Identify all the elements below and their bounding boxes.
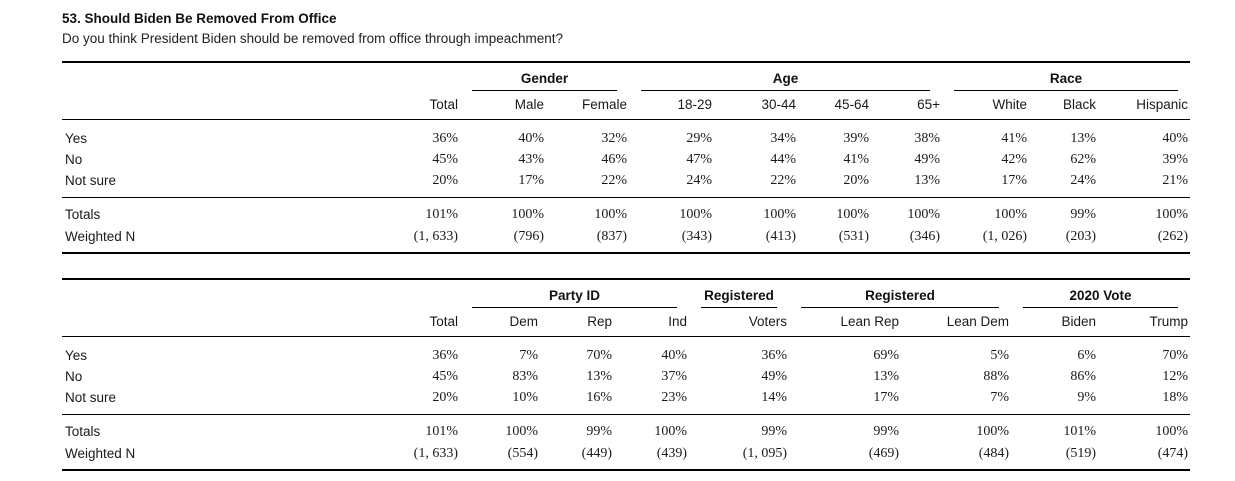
data-cell: (449) <box>581 446 612 461</box>
data-cell: 40% <box>1162 131 1189 146</box>
data-cell: 20% <box>843 173 870 188</box>
data-cell: (343) <box>681 229 713 244</box>
data-cell: 99% <box>540 415 614 444</box>
table-row <box>62 120 1190 150</box>
row-label: Not sure <box>65 173 117 188</box>
data-cell: 100% <box>629 198 714 227</box>
data-cell: 88% <box>983 369 1010 384</box>
data-cell: 100% <box>942 198 1029 227</box>
data-cell: 20% <box>432 390 458 405</box>
data-rows <box>62 337 1190 415</box>
table-row <box>62 149 1190 170</box>
data-cell: 100% <box>1098 415 1190 444</box>
data-cell: 41% <box>1001 131 1028 146</box>
data-cell: 39% <box>1162 152 1189 167</box>
data-cell: (484) <box>978 446 1010 461</box>
data-cell: 42% <box>1001 152 1028 167</box>
data-cell: 69% <box>873 348 900 363</box>
data-cell: 7% <box>519 348 538 363</box>
totals-row <box>62 198 1190 227</box>
column-header: Lean Rep <box>789 308 901 337</box>
data-cell: 101% <box>382 415 460 444</box>
data-cell: 100% <box>871 198 942 227</box>
data-cell: 47% <box>686 152 713 167</box>
data-cell: 36% <box>432 131 458 146</box>
data-cell: (554) <box>507 446 538 461</box>
column-group <box>460 279 689 308</box>
data-cell: 38% <box>914 131 941 146</box>
column-group-row <box>62 62 1190 91</box>
data-cell: 101% <box>1011 415 1098 444</box>
data-cell: (1, 026) <box>982 229 1028 244</box>
data-cell: (531) <box>838 229 870 244</box>
totals-row <box>62 415 1190 444</box>
data-cell: 99% <box>1029 198 1098 227</box>
data-cell: (413) <box>765 229 797 244</box>
data-cell: 49% <box>761 369 788 384</box>
question-subtitle: Do you think President Biden should be removed from office through impeachment? <box>62 31 564 46</box>
totals-row <box>62 226 1190 253</box>
data-cell: 23% <box>661 390 688 405</box>
data-cell: 21% <box>1162 173 1189 188</box>
row-label-column-header <box>62 308 382 337</box>
data-cell: (519) <box>1065 446 1097 461</box>
row-label: Weighted N <box>65 446 136 461</box>
column-group-label: Registered <box>801 288 999 308</box>
data-cell: 34% <box>770 131 797 146</box>
totals-row <box>62 443 1190 470</box>
row-label: Not sure <box>65 390 117 405</box>
data-cell: 29% <box>686 131 713 146</box>
row-label: No <box>65 369 83 384</box>
data-cell: 70% <box>586 348 612 363</box>
data-cell: 43% <box>518 152 544 167</box>
data-cell: 62% <box>1070 152 1097 167</box>
data-cell: (439) <box>656 446 688 461</box>
column-group-label: Race <box>954 71 1178 91</box>
column-header-row <box>62 91 1190 120</box>
column-group-label: Party ID <box>472 288 677 308</box>
crosstab-table <box>62 278 1190 471</box>
data-rows <box>62 120 1190 198</box>
data-cell: 13% <box>1070 131 1097 146</box>
data-cell: 39% <box>843 131 870 146</box>
crosstab-tables <box>0 61 1235 471</box>
column-header: Hispanic <box>1098 91 1190 120</box>
data-cell: 100% <box>901 415 1011 444</box>
data-cell: 46% <box>601 152 628 167</box>
data-cell: 99% <box>689 415 789 444</box>
data-cell: (796) <box>513 229 544 244</box>
data-cell: (1, 095) <box>742 446 788 461</box>
data-cell: 24% <box>686 173 713 188</box>
data-cell: (1, 633) <box>413 446 458 461</box>
data-cell: (837) <box>596 229 628 244</box>
table-row <box>62 337 1190 367</box>
row-label: Totals <box>62 198 382 227</box>
data-cell: 44% <box>770 152 797 167</box>
column-header: Dem <box>460 308 540 337</box>
table-head <box>62 62 1190 120</box>
data-cell: 13% <box>586 369 612 384</box>
data-cell: 36% <box>761 348 788 363</box>
column-header: Trump <box>1098 308 1190 337</box>
column-header: Rep <box>540 308 614 337</box>
data-cell: (203) <box>1065 229 1097 244</box>
column-header: White <box>942 91 1029 120</box>
data-cell: 100% <box>546 198 629 227</box>
data-cell: 13% <box>873 369 900 384</box>
column-header: Voters <box>689 308 789 337</box>
column-header: 65+ <box>871 91 942 120</box>
data-cell: 5% <box>990 348 1010 363</box>
data-cell: 12% <box>1162 369 1189 384</box>
data-cell: 83% <box>512 369 538 384</box>
totals-rows <box>62 415 1190 471</box>
row-label: No <box>65 152 83 167</box>
column-header: 30-44 <box>714 91 798 120</box>
totals-rows <box>62 198 1190 254</box>
data-cell: 41% <box>843 152 870 167</box>
data-cell: (346) <box>909 229 941 244</box>
data-cell: 99% <box>789 415 901 444</box>
column-header: Biden <box>1011 308 1098 337</box>
column-group <box>689 279 789 308</box>
question-title: 53. Should Biden Be Removed From Office <box>62 11 337 26</box>
data-cell: 10% <box>512 390 538 405</box>
column-header: Female <box>546 91 629 120</box>
table-row <box>62 387 1190 415</box>
data-cell: 86% <box>1070 369 1097 384</box>
data-cell: (1, 633) <box>413 229 458 244</box>
data-cell: 14% <box>761 390 788 405</box>
data-cell: 100% <box>1098 198 1190 227</box>
column-header: 18-29 <box>629 91 714 120</box>
column-group-spacer <box>62 62 460 91</box>
data-cell: 45% <box>432 152 458 167</box>
data-cell: 13% <box>914 173 941 188</box>
data-cell: 101% <box>382 198 460 227</box>
data-cell: (474) <box>1157 446 1189 461</box>
table-row <box>62 366 1190 387</box>
column-group-spacer <box>62 279 460 308</box>
table-row <box>62 170 1190 198</box>
row-label: Yes <box>65 131 88 146</box>
data-cell: 20% <box>432 173 458 188</box>
data-cell: 100% <box>714 198 798 227</box>
column-group <box>460 62 629 91</box>
column-group-label: Gender <box>472 71 617 91</box>
data-cell: 45% <box>432 369 458 384</box>
column-header: Lean Dem <box>901 308 1011 337</box>
question-header <box>0 0 1235 48</box>
data-cell: 100% <box>460 415 540 444</box>
row-label: Weighted N <box>65 229 136 244</box>
column-group <box>1011 279 1190 308</box>
column-header: Total <box>382 308 460 337</box>
data-cell: 22% <box>601 173 628 188</box>
data-cell: 100% <box>614 415 689 444</box>
column-group <box>629 62 942 91</box>
column-header: Total <box>382 91 460 120</box>
row-label: Totals <box>62 415 382 444</box>
column-group <box>789 279 1011 308</box>
data-cell: 32% <box>601 131 628 146</box>
column-header: Ind <box>614 308 689 337</box>
column-group-label: Registered <box>701 288 777 308</box>
row-label-column-header <box>62 91 382 120</box>
column-header: Male <box>460 91 546 120</box>
column-header: Black <box>1029 91 1098 120</box>
column-group-label: Age <box>641 71 930 91</box>
data-cell: 100% <box>460 198 546 227</box>
data-cell: 40% <box>518 131 544 146</box>
data-cell: 16% <box>586 390 612 405</box>
data-cell: 100% <box>798 198 871 227</box>
data-cell: 37% <box>661 369 688 384</box>
data-cell: 49% <box>914 152 941 167</box>
column-header: 45-64 <box>798 91 871 120</box>
data-cell: 22% <box>770 173 797 188</box>
data-cell: 17% <box>873 390 900 405</box>
data-cell: 6% <box>1077 348 1097 363</box>
column-header-row <box>62 308 1190 337</box>
crosstab-table <box>62 61 1190 254</box>
data-cell: (262) <box>1157 229 1189 244</box>
data-cell: 9% <box>1077 390 1097 405</box>
data-cell: 70% <box>1162 348 1189 363</box>
data-cell: 18% <box>1162 390 1189 405</box>
column-group-row <box>62 279 1190 308</box>
column-group-label: 2020 Vote <box>1023 288 1178 308</box>
column-group <box>942 62 1190 91</box>
data-cell: 7% <box>990 390 1010 405</box>
data-cell: 17% <box>1001 173 1028 188</box>
data-cell: 36% <box>432 348 458 363</box>
data-cell: (469) <box>868 446 900 461</box>
row-label: Yes <box>65 348 88 363</box>
data-cell: 17% <box>518 173 544 188</box>
data-cell: 24% <box>1070 173 1097 188</box>
table-head <box>62 279 1190 337</box>
data-cell: 40% <box>661 348 688 363</box>
